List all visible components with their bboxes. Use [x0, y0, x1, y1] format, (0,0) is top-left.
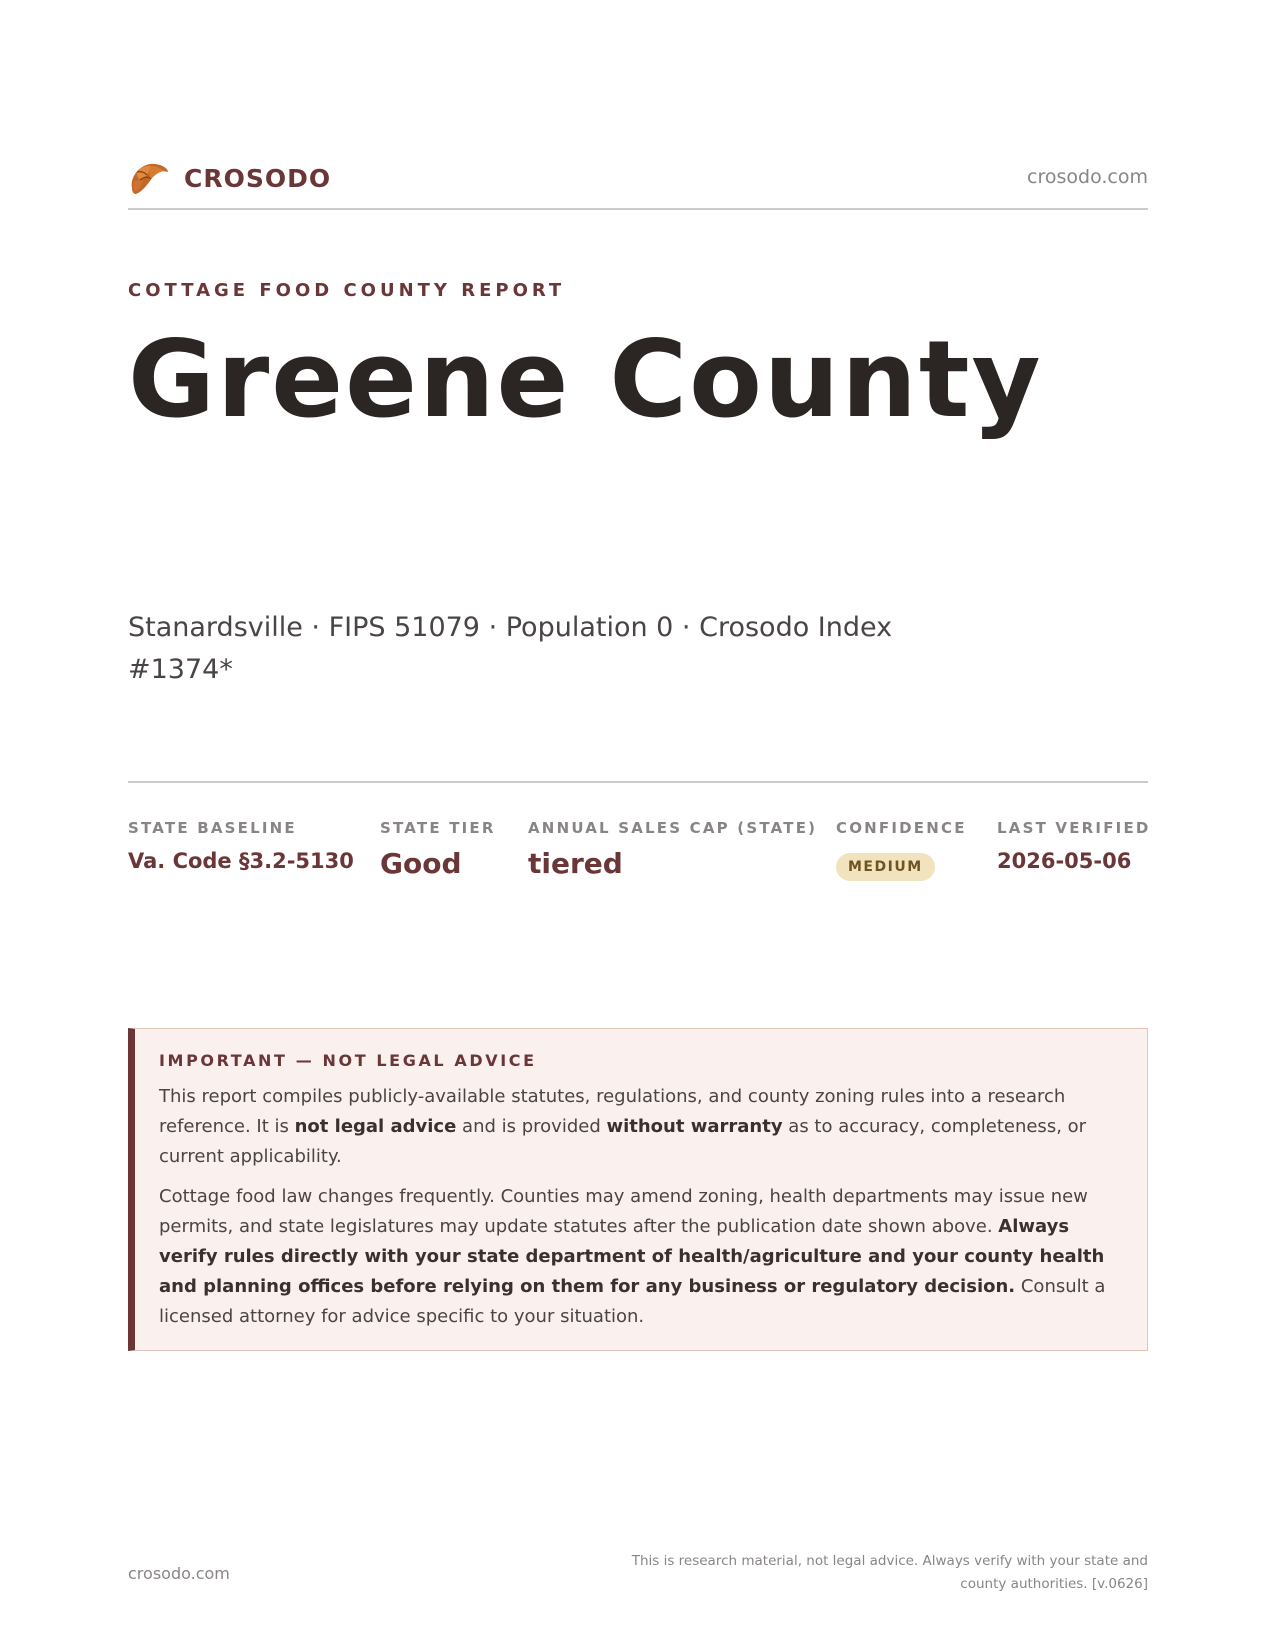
page-header — [128, 158, 1148, 210]
confidence-badge: MEDIUM — [836, 853, 935, 881]
logo[interactable] — [128, 158, 331, 198]
notice-text: This report compiles publicly-available statutes, regulations, and county zoning rules into a research reference. It is — [159, 1086, 1066, 1137]
stat-label: CONFIDENCE — [836, 819, 967, 837]
page-title: Greene County — [128, 318, 1043, 441]
stat-value: 2026-05-06 — [997, 849, 1132, 873]
notice-paragraph — [159, 1182, 1123, 1332]
stats-row — [128, 781, 1151, 901]
stat-label: ANNUAL SALES CAP (STATE) — [528, 819, 818, 837]
stat-value: tiered — [528, 847, 623, 880]
stat-confidence — [836, 819, 967, 881]
notice-text: Cottage food law changes frequently. Counties may amend zoning, health departments may issue new permits, and state legislatures may update statutes after the publication date shown above. — [159, 1186, 1088, 1237]
notice-text: as to accuracy, completeness, or current applicability. — [159, 1116, 1087, 1167]
notice-bold: Always verify rules directly with your state department of health/agriculture and your county health and planning offices before relying on them for any business or regulatory decision. — [159, 1216, 1105, 1297]
croissant-icon — [128, 158, 170, 198]
stat-sales-cap — [528, 819, 817, 880]
stat-value: Good — [380, 847, 462, 880]
stat-label: LAST VERIFIED — [997, 819, 1151, 837]
report-subtitle: Stanardsville · FIPS 51079 · Population 0 · Crosodo Index #1374* — [128, 612, 893, 685]
stat-label: STATE BASELINE — [128, 819, 297, 837]
notice-heading: IMPORTANT — NOT LEGAL ADVICE — [159, 1051, 537, 1070]
notice-text: Consult a licensed attorney for advice specific to your situation. — [159, 1276, 1106, 1327]
notice-text: and is provided — [456, 1116, 607, 1137]
notice-paragraph — [159, 1082, 1123, 1172]
notice-bold: not legal advice — [294, 1116, 457, 1137]
site-link[interactable]: crosodo.com — [1027, 166, 1148, 188]
stat-label: STATE TIER — [380, 819, 496, 837]
stat-state-tier — [380, 819, 496, 880]
stat-value: Va. Code §3.2-5130 — [128, 849, 354, 873]
notice-bold: without warranty — [606, 1116, 783, 1137]
stat-state-baseline — [128, 819, 354, 873]
stat-last-verified — [997, 819, 1151, 873]
brand-name: CROSODO — [184, 163, 332, 193]
report-eyebrow: COTTAGE FOOD COUNTY REPORT — [128, 280, 566, 301]
legal-notice — [128, 1028, 1148, 1351]
footer-site-link[interactable]: crosodo.com — [128, 1564, 230, 1583]
footer-disclaimer: This is research material, not legal advice. Always verify with your state and county authorities. [v.0626] — [631, 1553, 1148, 1592]
report-page — [128, 0, 1151, 1650]
